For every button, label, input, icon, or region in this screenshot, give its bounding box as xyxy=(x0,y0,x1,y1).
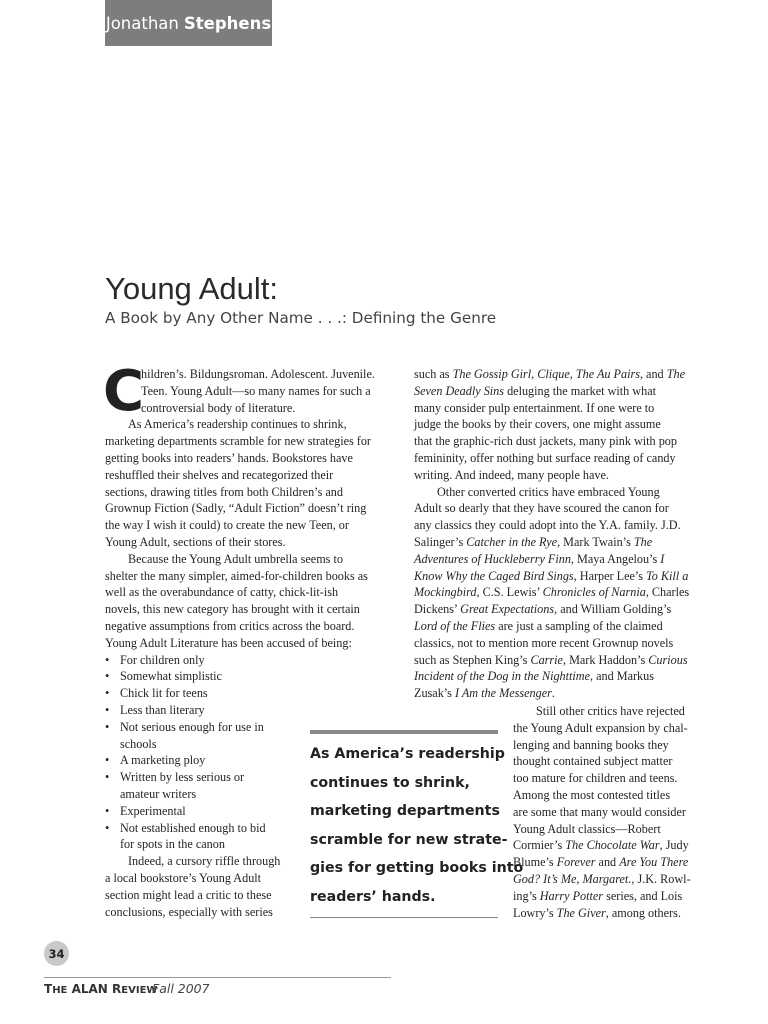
list-item: • Experimental xyxy=(105,803,186,818)
author-first-name: Jonathan xyxy=(105,13,179,33)
list-item: • Chick lit for teens xyxy=(105,686,208,701)
text-line: Young Adult, sections of their stores. xyxy=(105,534,286,549)
list-item: • Somewhat simplistic xyxy=(105,669,222,684)
text-line: getting books into readers’ hands. Bookstores have xyxy=(105,450,353,465)
text-line: Teen. Young Adult—so many names for such a xyxy=(141,383,371,398)
journal-name: THE ALAN REVIEW xyxy=(44,982,158,996)
author-last-name: Stephens xyxy=(183,13,272,33)
pullquote-line: marketing departments xyxy=(310,803,500,819)
text-line: many consider pulp entertainment. If one were to xyxy=(414,400,655,415)
text-line: Seven Deadly Sins deluging the market with what xyxy=(414,383,657,398)
text-line: Still other critics have rejected xyxy=(536,704,685,718)
text-line: marketing departments scramble for new strategies for xyxy=(105,434,371,449)
text-line: Zusak’s I Am the Messenger. xyxy=(414,686,555,701)
text-line: femininity, offer nothing but surface reading of candy xyxy=(414,450,676,465)
text-line: well as the overabundance of catty, chick-lit-ish xyxy=(105,585,339,600)
pullquote-top-rule xyxy=(310,730,498,734)
opening-paragraph xyxy=(103,359,391,424)
text-line: a local bookstore’s Young Adult xyxy=(105,870,262,885)
text-line: Because the Young Adult umbrella seems to xyxy=(128,551,343,566)
text-line: Among the most contested titles xyxy=(513,787,671,802)
pullquote-line: readers’ hands. xyxy=(310,888,436,905)
text-line: Young Adult Literature has been accused of being: xyxy=(105,635,352,650)
text-line: classics, not to mention more recent Grownup novels xyxy=(414,635,674,650)
article-title: Young Adult: xyxy=(105,271,278,306)
text-line: Adult so dearly that they have scoured the canon for xyxy=(414,501,669,516)
text-line: judge the books by their covers, one might assume xyxy=(414,417,661,432)
list-item-continuation: for spots in the canon xyxy=(120,837,225,852)
page-number: 34 xyxy=(44,941,69,966)
text-line: such as The Gossip Girl, Clique, The Au Pairs, and The xyxy=(414,367,685,381)
list-item: • Written by less serious or xyxy=(105,770,245,785)
body-column-2 xyxy=(414,366,700,702)
body-column-3 xyxy=(513,703,700,921)
list-item: • For children only xyxy=(105,652,205,667)
text-line: the Young Adult expansion by chal- xyxy=(513,720,688,735)
text-line: ing’s Harry Potter series, and Lois xyxy=(513,888,683,903)
text-line: Young Adult classics—Robert xyxy=(513,821,661,836)
text-line: negative assumptions from critics across the board. xyxy=(105,618,355,633)
text-line: hildren’s. Bildungsroman. Adolescent. Juvenile. xyxy=(141,367,375,381)
text-line: Cormier’s The Chocolate War, Judy xyxy=(513,838,689,853)
text-line: reshuffled their shelves and recategorized their xyxy=(105,467,334,482)
pullquote-line: scramble for new strate- xyxy=(310,831,508,848)
list-item: • Not serious enough for use in xyxy=(105,719,264,734)
footer-rule xyxy=(44,977,391,978)
text-line: Dickens’ Great Expectations, and William Golding’s xyxy=(414,602,672,617)
list-item-continuation: schools xyxy=(120,736,157,751)
text-line: writing. And indeed, many people have. xyxy=(414,467,609,482)
text-line: Incident of the Dog in the Nighttime, and Markus xyxy=(414,669,654,684)
pullquote-line: continues to shrink, xyxy=(310,774,470,791)
pullquote xyxy=(310,740,524,911)
text-line: thought contained subject matter xyxy=(513,754,673,769)
journal-issue: Fall 2007 xyxy=(152,981,210,996)
text-line: Mockingbird, C.S. Lewis’ Chronicles of Narnia, Charles xyxy=(414,585,690,600)
text-line: Grownup Fiction (Sadly, “Adult Fiction” doesn’t ring xyxy=(105,501,367,516)
article-subtitle: A Book by Any Other Name . . .: Defining the Genre xyxy=(105,309,497,327)
paragraph xyxy=(105,551,391,652)
bullet-icon: • xyxy=(105,803,110,818)
text-line: conclusions, especially with series xyxy=(105,904,273,919)
list-item: • Not established enough to bid xyxy=(105,820,266,835)
paragraph xyxy=(105,416,391,550)
text-line: novels, this new category has brought with it certain xyxy=(105,602,360,617)
text-line: that the graphic-rich dust jackets, many pink with pop xyxy=(414,434,677,449)
bullet-icon: • xyxy=(105,820,110,835)
text-line: As America’s readership continues to shrink, xyxy=(128,417,347,432)
list-item: • A marketing ploy xyxy=(105,753,206,768)
bullet-icon: • xyxy=(105,770,110,785)
text-line: God? It’s Me, Margaret., J.K. Rowl- xyxy=(513,871,691,886)
text-line: shelter the many simpler, aimed-for-children books as xyxy=(105,568,368,583)
text-line: too mature for children and teens. xyxy=(513,771,678,786)
text-line: are some that many would consider xyxy=(513,804,686,819)
author-byline xyxy=(105,0,272,46)
pullquote-line: As America’s readership xyxy=(310,746,505,762)
bullet-icon: • xyxy=(105,652,110,667)
text-line: such as Stephen King’s Carrie, Mark Haddon’s Curious xyxy=(414,652,688,667)
bullet-icon: • xyxy=(105,669,110,684)
pullquote-line: gies for getting books into xyxy=(310,860,524,876)
pullquote-bottom-rule xyxy=(310,917,498,918)
list-item-continuation: amateur writers xyxy=(120,786,197,801)
bullet-icon: • xyxy=(105,702,110,717)
list-item: • Less than literary xyxy=(105,702,205,717)
drop-cap: C xyxy=(103,359,145,424)
text-line: the way I wish it could) to create the new Teen, or xyxy=(105,518,349,533)
bullet-icon: • xyxy=(105,719,110,734)
text-line: Salinger’s Catcher in the Rye, Mark Twain’s The xyxy=(414,534,653,549)
text-line: Know Why the Caged Bird Sings, Harper Lee’s To Kill a xyxy=(414,568,689,583)
text-line: Other converted critics have embraced Young xyxy=(437,484,660,499)
text-line: Adventures of Huckleberry Finn, Maya Angelou’s I xyxy=(414,551,665,566)
text-line: Lord of the Flies are just a sampling of the claimed xyxy=(414,618,663,633)
bullet-icon: • xyxy=(105,686,110,701)
bullet-icon: • xyxy=(105,753,110,768)
text-line: controversial body of literature. xyxy=(141,400,296,415)
text-line: any classics they could adopt into the Y.A. family. J.D. xyxy=(414,518,681,533)
text-line: section might lead a critic to these xyxy=(105,887,272,902)
text-line: sections, drawing titles from both Children’s and xyxy=(105,484,343,499)
text-line: Lowry’s The Giver, among others. xyxy=(513,905,681,920)
text-line: lenging and banning books they xyxy=(513,737,669,752)
text-line: Indeed, a cursory riffle through xyxy=(128,854,281,869)
text-line: Blume’s Forever and Are You There xyxy=(513,855,689,870)
